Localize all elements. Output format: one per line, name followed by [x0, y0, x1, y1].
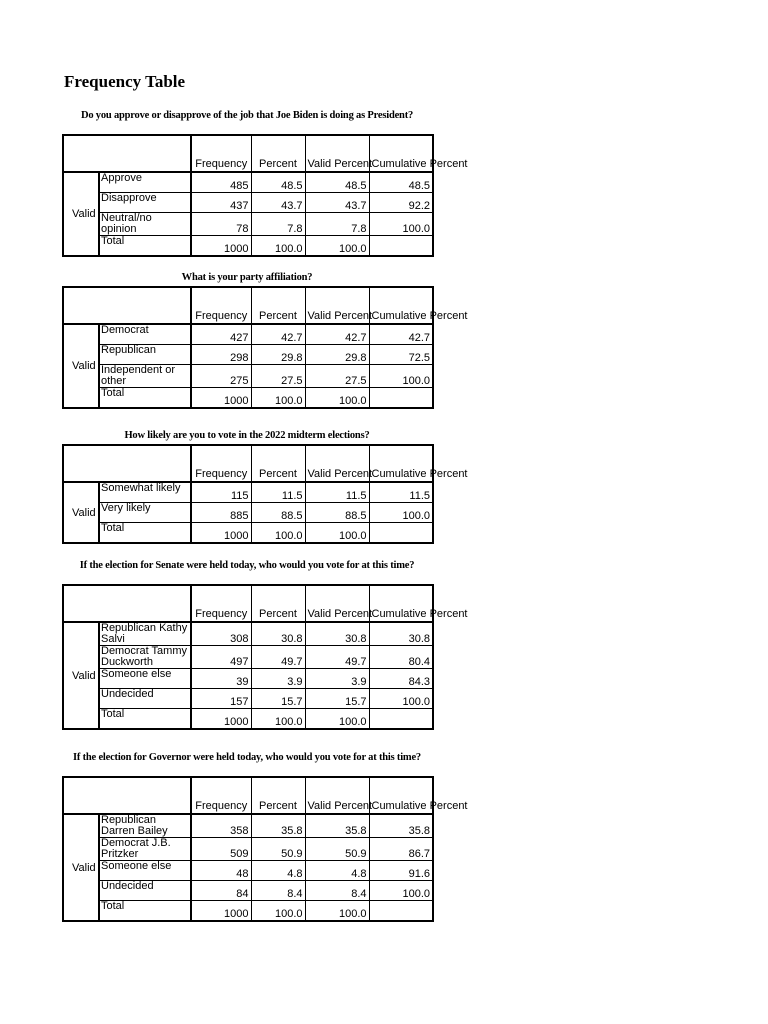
cell-valid-percent: 48.5 — [305, 172, 369, 193]
category-label: Republican — [99, 345, 191, 365]
header-corner — [63, 585, 191, 622]
cell-percent: 48.5 — [251, 172, 305, 193]
cell-cumulative-percent: 35.8 — [369, 814, 433, 838]
cell-valid-percent: 88.5 — [305, 503, 369, 523]
cell-frequency: 885 — [191, 503, 251, 523]
cell-frequency: 157 — [191, 689, 251, 709]
header-valid-percent: Valid Percent — [305, 287, 369, 324]
cell-cumulative-percent: 30.8 — [369, 622, 433, 646]
cell-percent: 100.0 — [251, 236, 305, 257]
cell-frequency: 437 — [191, 193, 251, 213]
category-label: Someone else — [99, 669, 191, 689]
cell-cumulative-percent: 72.5 — [369, 345, 433, 365]
table-row — [63, 646, 433, 669]
table-row — [63, 503, 433, 523]
table-row — [63, 236, 433, 257]
cell-frequency: 497 — [191, 646, 251, 669]
cell-valid-percent: 100.0 — [305, 901, 369, 922]
cell-cumulative-percent: 100.0 — [369, 689, 433, 709]
category-label: Neutral/no opinion — [99, 213, 191, 236]
cell-percent: 43.7 — [251, 193, 305, 213]
cell-cumulative-percent: 42.7 — [369, 324, 433, 345]
valid-label: Valid — [72, 669, 96, 682]
cell-cumulative-percent: 91.6 — [369, 861, 433, 881]
cell-cumulative-percent: 84.3 — [369, 669, 433, 689]
cell-valid-percent: 27.5 — [305, 365, 369, 388]
cell-cumulative-percent — [369, 388, 433, 409]
frequency-table-section — [62, 272, 468, 409]
category-label: Approve — [99, 172, 191, 193]
frequency-table — [62, 584, 468, 730]
cell-frequency: 48 — [191, 861, 251, 881]
header-cumulative-percent: Cumulative Percent — [369, 585, 433, 622]
header-row — [63, 135, 433, 172]
header-row — [63, 585, 433, 622]
cell-cumulative-percent: 11.5 — [369, 482, 433, 503]
category-label: Democrat Tammy Duckworth — [99, 646, 191, 669]
valid-label: Valid — [72, 861, 96, 874]
table-row — [63, 345, 433, 365]
valid-label: Valid — [72, 360, 96, 372]
cell-valid-percent: 100.0 — [305, 523, 369, 544]
table-row — [63, 213, 433, 236]
table-row — [63, 838, 433, 861]
table-row — [63, 388, 433, 409]
table-caption: What is your party affiliation? — [181, 272, 313, 283]
frequency-table — [62, 776, 468, 922]
frequency-table-section — [62, 752, 468, 922]
table-row — [63, 881, 433, 901]
cell-valid-percent: 8.4 — [305, 881, 369, 901]
cell-valid-percent: 100.0 — [305, 388, 369, 409]
cell-frequency: 509 — [191, 838, 251, 861]
header-corner — [63, 135, 191, 172]
frequency-table-section — [62, 110, 468, 257]
header-valid-percent: Valid Percent — [305, 135, 369, 172]
table-caption: How likely are you to vote in the 2022 midterm elections? — [124, 430, 370, 441]
table-row — [63, 193, 433, 213]
table-row — [63, 901, 433, 922]
cell-frequency: 115 — [191, 482, 251, 503]
cell-valid-percent: 7.8 — [305, 213, 369, 236]
header-corner — [63, 777, 191, 814]
valid-label: Valid — [72, 208, 96, 220]
category-label: Undecided — [99, 689, 191, 709]
table-row — [63, 709, 433, 730]
cell-percent: 42.7 — [251, 324, 305, 345]
category-label: Total — [99, 901, 191, 922]
category-label: Independent or other — [99, 365, 191, 388]
cell-valid-percent: 30.8 — [305, 622, 369, 646]
valid-label: Valid — [72, 506, 96, 519]
header-row — [63, 445, 433, 482]
cell-valid-percent: 11.5 — [305, 482, 369, 503]
cell-frequency: 298 — [191, 345, 251, 365]
header-cumulative-percent: Cumulative Percent — [369, 445, 433, 482]
cell-percent: 3.9 — [251, 669, 305, 689]
header-frequency: Frequency — [191, 585, 251, 622]
cell-valid-percent: 35.8 — [305, 814, 369, 838]
cell-cumulative-percent — [369, 523, 433, 544]
cell-percent: 11.5 — [251, 482, 305, 503]
header-row — [63, 777, 433, 814]
frequency-table — [62, 134, 468, 257]
cell-cumulative-percent — [369, 236, 433, 257]
cell-valid-percent: 43.7 — [305, 193, 369, 213]
cell-percent: 100.0 — [251, 388, 305, 409]
header-frequency: Frequency — [191, 777, 251, 814]
cell-frequency: 275 — [191, 365, 251, 388]
cell-frequency: 1000 — [191, 236, 251, 257]
header-valid-percent: Valid Percent — [305, 445, 369, 482]
cell-percent: 100.0 — [251, 901, 305, 922]
cell-cumulative-percent: 92.2 — [369, 193, 433, 213]
header-frequency: Frequency — [191, 445, 251, 482]
header-cumulative-percent: Cumulative Percent — [369, 287, 433, 324]
cell-cumulative-percent: 100.0 — [369, 881, 433, 901]
cell-percent: 15.7 — [251, 689, 305, 709]
category-label: Someone else — [99, 861, 191, 881]
category-label: Somewhat likely — [99, 482, 191, 503]
category-label: Total — [99, 388, 191, 409]
cell-frequency: 427 — [191, 324, 251, 345]
cell-cumulative-percent: 100.0 — [369, 213, 433, 236]
cell-cumulative-percent: 100.0 — [369, 503, 433, 523]
cell-percent: 4.8 — [251, 861, 305, 881]
cell-frequency: 84 — [191, 881, 251, 901]
cell-percent: 29.8 — [251, 345, 305, 365]
cell-cumulative-percent: 48.5 — [369, 172, 433, 193]
cell-percent: 100.0 — [251, 709, 305, 730]
frequency-table — [62, 444, 468, 544]
cell-cumulative-percent — [369, 709, 433, 730]
header-valid-percent: Valid Percent — [305, 777, 369, 814]
header-row — [63, 287, 433, 324]
frequency-table-section — [62, 560, 468, 730]
cell-frequency: 358 — [191, 814, 251, 838]
page-title: Frequency Table — [64, 72, 186, 91]
header-percent: Percent — [251, 585, 305, 622]
cell-cumulative-percent: 80.4 — [369, 646, 433, 669]
table-row — [63, 622, 433, 646]
cell-frequency: 1000 — [191, 388, 251, 409]
table-row — [63, 861, 433, 881]
table-row — [63, 482, 433, 503]
table-caption: If the election for Senate were held today, who would you vote for at this time? — [79, 560, 415, 571]
category-label: Undecided — [99, 881, 191, 901]
cell-valid-percent: 4.8 — [305, 861, 369, 881]
cell-percent: 100.0 — [251, 523, 305, 544]
cell-frequency: 1000 — [191, 523, 251, 544]
cell-frequency: 308 — [191, 622, 251, 646]
cell-valid-percent: 42.7 — [305, 324, 369, 345]
cell-frequency: 78 — [191, 213, 251, 236]
header-percent: Percent — [251, 445, 305, 482]
category-label: Democrat — [99, 324, 191, 345]
category-label: Republican Kathy Salvi — [99, 622, 191, 646]
header-cumulative-percent: Cumulative Percent — [369, 777, 433, 814]
cell-cumulative-percent — [369, 901, 433, 922]
category-label: Very likely — [99, 503, 191, 523]
header-percent: Percent — [251, 777, 305, 814]
cell-valid-percent: 100.0 — [305, 709, 369, 730]
cell-valid-percent: 15.7 — [305, 689, 369, 709]
table-row — [63, 365, 433, 388]
frequency-table — [62, 286, 468, 409]
cell-valid-percent: 100.0 — [305, 236, 369, 257]
cell-cumulative-percent: 86.7 — [369, 838, 433, 861]
header-frequency: Frequency — [191, 135, 251, 172]
cell-percent: 50.9 — [251, 838, 305, 861]
cell-valid-percent: 49.7 — [305, 646, 369, 669]
table-row — [63, 324, 433, 345]
cell-frequency: 1000 — [191, 709, 251, 730]
cell-frequency: 1000 — [191, 901, 251, 922]
cell-percent: 7.8 — [251, 213, 305, 236]
table-row — [63, 814, 433, 838]
category-label: Republican Darren Bailey — [99, 814, 191, 838]
table-row — [63, 669, 433, 689]
table-caption: Do you approve or disapprove of the job that Joe Biden is doing as President? — [80, 110, 414, 121]
cell-percent: 88.5 — [251, 503, 305, 523]
header-frequency: Frequency — [191, 287, 251, 324]
header-corner — [63, 445, 191, 482]
cell-percent: 49.7 — [251, 646, 305, 669]
cell-valid-percent: 29.8 — [305, 345, 369, 365]
cell-percent: 35.8 — [251, 814, 305, 838]
table-caption: If the election for Governor were held today, who would you vote for at this time? — [73, 752, 421, 763]
category-label: Democrat J.B. Pritzker — [99, 838, 191, 861]
header-corner — [63, 287, 191, 324]
cell-frequency: 485 — [191, 172, 251, 193]
cell-percent: 30.8 — [251, 622, 305, 646]
table-row — [63, 689, 433, 709]
header-percent: Percent — [251, 135, 305, 172]
table-row — [63, 523, 433, 544]
cell-valid-percent: 3.9 — [305, 669, 369, 689]
cell-frequency: 39 — [191, 669, 251, 689]
category-label: Total — [99, 236, 191, 257]
category-label: Total — [99, 523, 191, 544]
table-row — [63, 172, 433, 193]
header-percent: Percent — [251, 287, 305, 324]
cell-valid-percent: 50.9 — [305, 838, 369, 861]
cell-percent: 27.5 — [251, 365, 305, 388]
header-cumulative-percent: Cumulative Percent — [369, 135, 433, 172]
cell-cumulative-percent: 100.0 — [369, 365, 433, 388]
cell-percent: 8.4 — [251, 881, 305, 901]
frequency-table-section — [62, 430, 468, 544]
header-valid-percent: Valid Percent — [305, 585, 369, 622]
category-label: Total — [99, 709, 191, 730]
category-label: Disapprove — [99, 193, 191, 213]
